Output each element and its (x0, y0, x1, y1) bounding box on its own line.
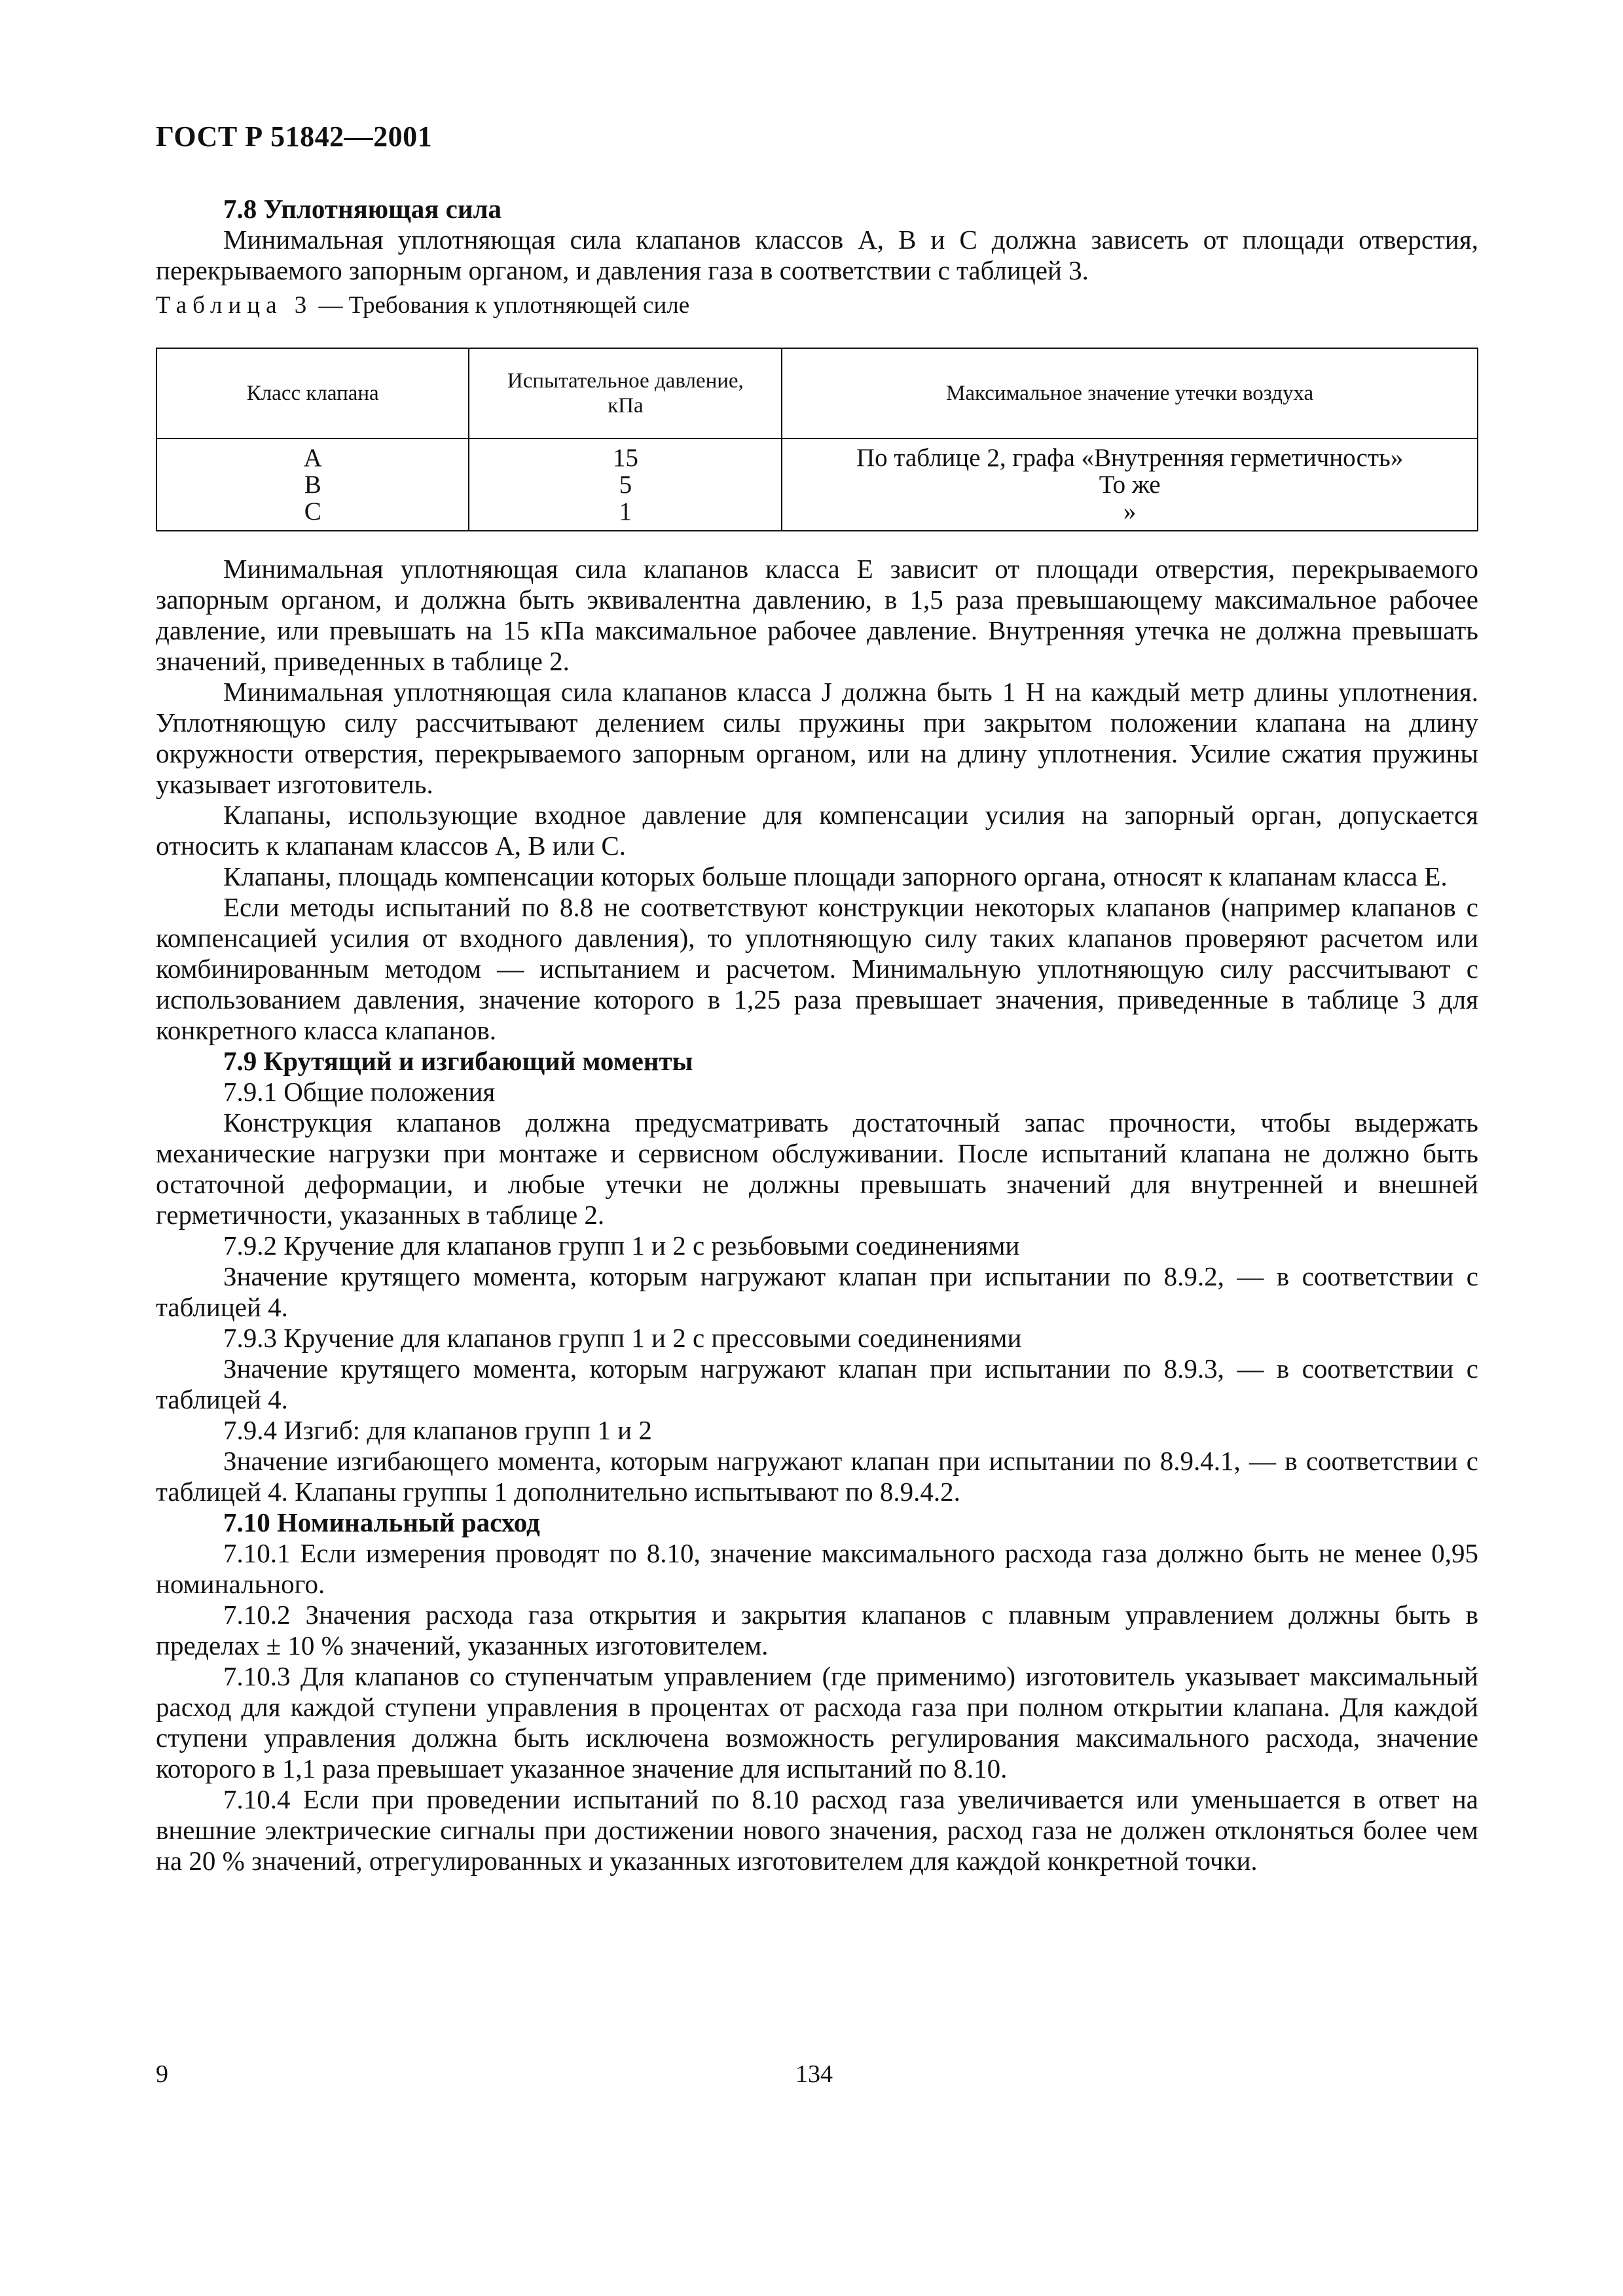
paragraph: 7.10.1 Если измерения проводят по 8.10, значение максимального расхода газа должно быть не менее 0,95 номинального. (156, 1538, 1478, 1599)
document-code: ГОСТ Р 51842—2001 (156, 120, 433, 152)
paragraph: Минимальная уплотняющая сила клапанов класса J должна быть 1 Н на каждый метр длины уплотнения. Уплотняющую силу рассчитывают делением силы пружины при закрытом положении клапана на длину окружности отверстия, перекрываемого запорным органом, или на длину уплотнения. Усилие сжатия пружины указывает изготовитель. (156, 677, 1478, 799)
column-max-leakage (782, 439, 1478, 531)
subsection-title: 7.9.4 Изгиб: для клапанов групп 1 и 2 (223, 1415, 652, 1445)
table-cell: 15 (612, 444, 638, 472)
paragraph: Значение изгибающего момента, которым нагружают клапан при испытании по 8.9.4.1, — в соответствии с таблицей 4. Клапаны группы 1 дополнительно испытывают по 8.9.4.2. (156, 1446, 1478, 1507)
paragraph: Значение крутящего момента, которым нагружают клапан при испытании по 8.9.2, — в соответствии с таблицей 4. (156, 1261, 1478, 1322)
subsection-title: 7.9.2 Кручение для клапанов групп 1 и 2 с резьбовыми соединениями (223, 1230, 1020, 1261)
main-text (156, 554, 1478, 1876)
table-cell: » (1123, 497, 1137, 526)
paragraph: Конструкция клапанов должна предусматривать достаточный запас прочности, чтобы выдержать механические нагрузки при монтаже и сервисном обслуживании. После испытаний клапана не должно быть остаточной деформации, и любые утечки не должны превышать значений для внутренней и внешней герметичности, указанных в таблице 2. (156, 1107, 1478, 1230)
section-title: 7.9 Крутящий и изгибающий моменты (223, 1046, 693, 1076)
header-cell (469, 348, 782, 439)
paragraph: Минимальная уплотняющая сила клапанов класса Е зависит от площади отверстия, перекрываемого запорным органом, и должна быть эквивалентна давлению, в 1,5 раза превышающему максимальное рабочее давление, или превышать на 15 кПа максимальное рабочее давление. Внутренняя утечка не должна превышать значений, приведенных в таблице 2. (156, 554, 1478, 676)
table-3 (156, 348, 1478, 531)
table-cell: С (304, 497, 321, 526)
header-cell: Класс клапана (156, 348, 469, 439)
column-test-pressure (469, 439, 782, 531)
header-cell-text: Испытательное давление, кПа (507, 369, 744, 418)
table-cell: В (304, 471, 321, 499)
paragraph: 7.10.4 Если при проведении испытаний по 8.10 расход газа увеличивается или уменьшается в ответ на внешние электрические сигналы при достижении нового значения, расход газа не должен отклоняться более чем на 20 % значений, отрегулированных и указанных изготовителем для каждой конкретной точки. (156, 1784, 1478, 1876)
table-cell: 5 (619, 471, 632, 499)
paragraph: Клапаны, площадь компенсации которых больше площади запорного органа, относят к клапанам класса Е. (223, 861, 1448, 891)
paragraph: Значение крутящего момента, которым нагружают клапан при испытании по 8.9.3, — в соответствии с таблицей 4. (156, 1354, 1478, 1414)
table-caption (156, 290, 1478, 321)
section-7-8 (156, 194, 1478, 321)
page-number: 9 (156, 2060, 168, 2088)
table-cell: По таблице 2, графа «Внутренняя герметичность» (856, 444, 1404, 472)
sheet-number: 134 (795, 2060, 833, 2088)
section-title: 7.8 Уплотняющая сила (223, 194, 501, 224)
paragraph: Если методы испытаний по 8.8 не соответствуют конструкции некоторых клапанов (например клапанов с компенсацией усилия от входного давления), то уплотняющую силу таких клапанов проверяют расчетом или комбинированным методом — испытанием и расчетом. Минимальную уплотняющую силу рассчитывают с использованием давления, значение которого в 1,25 раза превышает значения, приведенные в таблице 3 для конкретного класса клапанов. (156, 892, 1478, 1045)
table-caption-text: — Требования к уплотняющей силе (312, 292, 690, 319)
section-title: 7.10 Номинальный расход (223, 1507, 540, 1537)
paragraph: Клапаны, использующие входное давление для компенсации усилия на запорный орган, допускается относить к клапанам классов А, В или С. (156, 800, 1478, 861)
paragraph: 7.10.3 Для клапанов со ступенчатым управлением (где применимо) изготовитель указывает максимальный расход для каждой ступени управления в процентах от расхода газа при полном открытии клапана. Для каждой ступени управления должна быть исключена возможность регулирования максимального расхода, значение которого в 1,1 раза превышает указанное значение для испытаний по 8.10. (156, 1661, 1478, 1784)
subsection-title: 7.9.3 Кручение для клапанов групп 1 и 2 с прессовыми соединениями (223, 1323, 1022, 1353)
table-body-row (156, 439, 1478, 531)
column-valve-class (156, 439, 469, 531)
paragraph: Минимальная уплотняющая сила клапанов классов А, В и С должна зависеть от площади отверстия, перекрываемого запорным органом, и давления газа в соответствии с таблицей 3. (156, 224, 1478, 285)
table-cell: То же (1099, 471, 1161, 499)
paragraph: 7.10.2 Значения расхода газа открытия и закрытия клапанов с плавным управлением должны быть в пределах ± 10 % значений, указанных изготовителем. (156, 1600, 1478, 1660)
table-header-row (156, 348, 1478, 439)
subsection-title: 7.9.1 Общие положения (223, 1077, 496, 1107)
table-cell: 1 (619, 497, 632, 526)
table-cell: А (303, 444, 322, 472)
header-cell: Максимальное значение утечки воздуха (782, 348, 1478, 439)
table-caption-label: Таблица 3 (156, 292, 313, 319)
